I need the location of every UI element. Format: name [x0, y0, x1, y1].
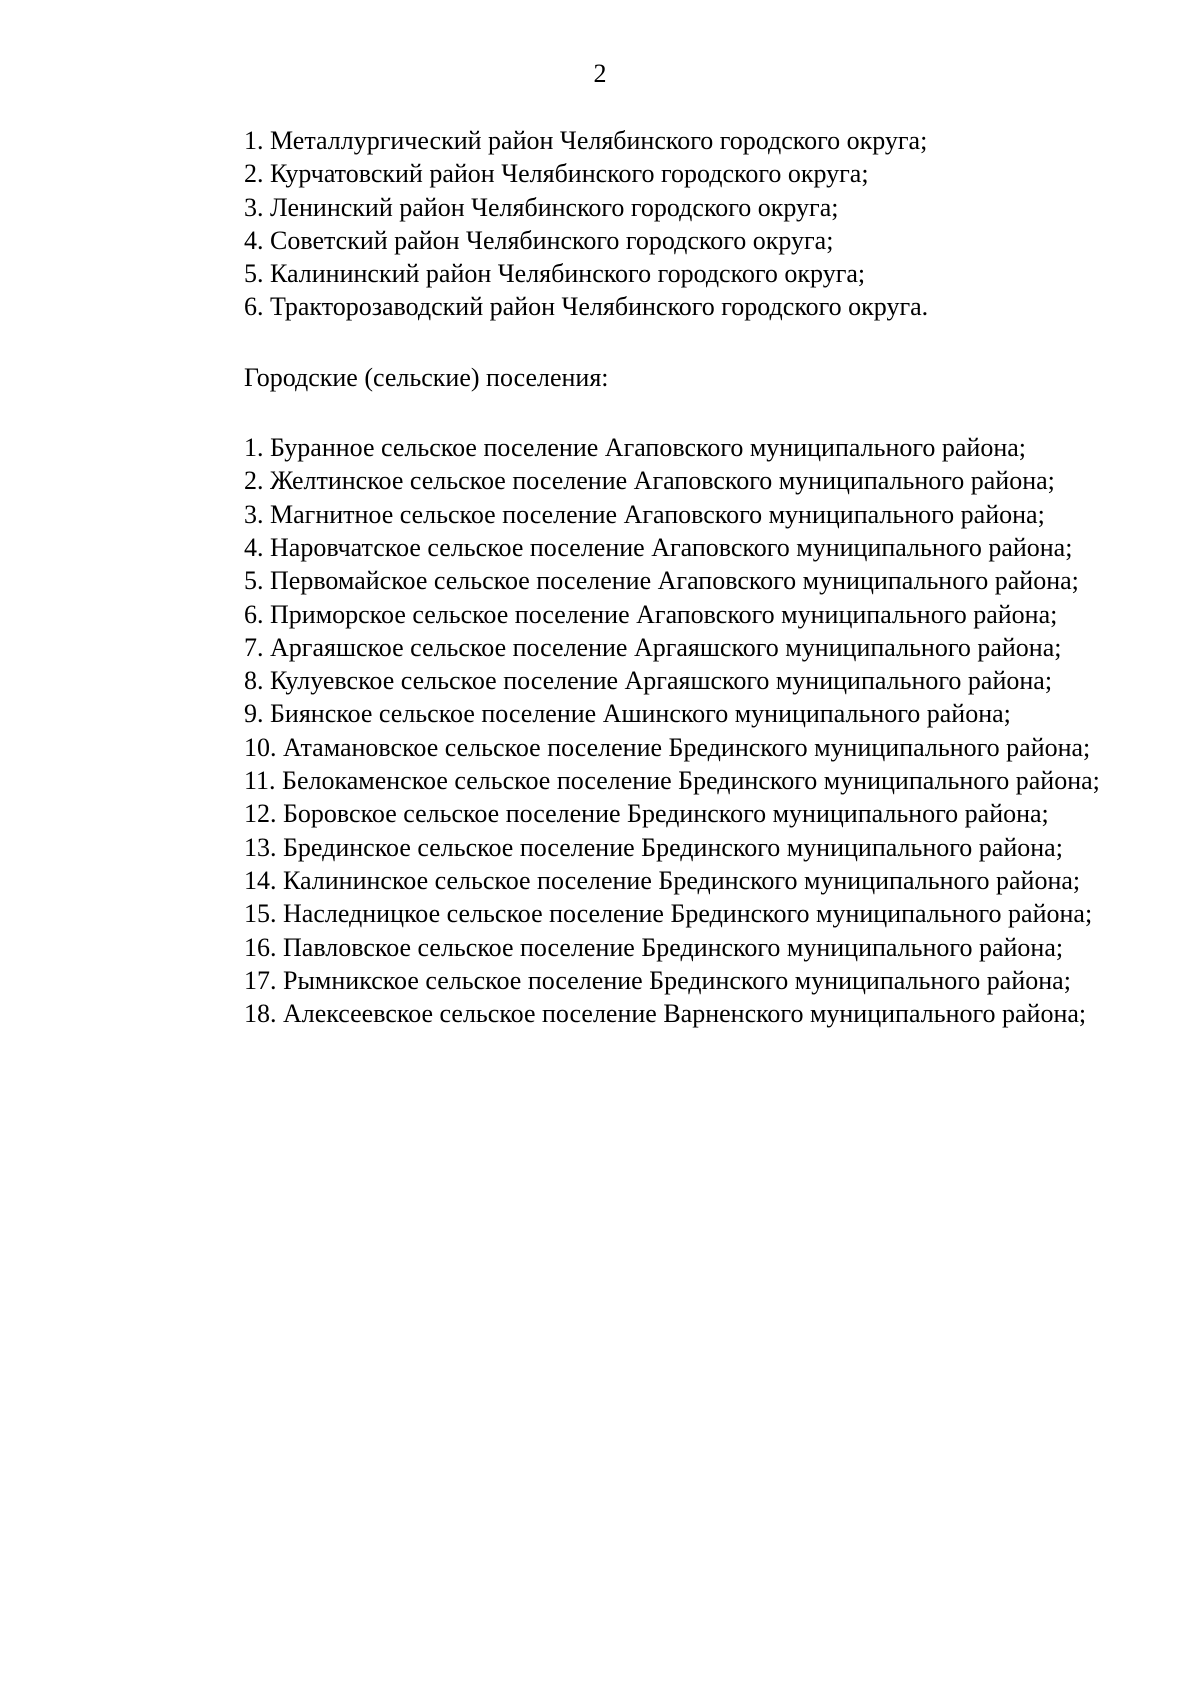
- settlement-item: 5. Первомайское сельское поселение Агаповского муниципального района;: [244, 566, 1079, 596]
- settlement-item: 16. Павловское сельское поселение Брединского муниципального района;: [244, 932, 1064, 962]
- district-item: 2. Курчатовский район Челябинского городского округа;: [244, 159, 869, 189]
- district-item: 5. Калининский район Челябинского городского округа;: [244, 259, 866, 289]
- settlement-item: 3. Магнитное сельское поселение Агаповского муниципального района;: [244, 499, 1045, 529]
- settlement-item: 1. Буранное сельское поселение Агаповского муниципального района;: [244, 433, 1027, 463]
- settlement-item: 7. Аргаяшское сельское поселение Аргаяшского муниципального района;: [244, 632, 1062, 662]
- settlement-item: 11. Белокаменское сельское поселение Брединского муниципального района;: [244, 766, 1100, 796]
- settlement-item: 14. Калининское сельское поселение Брединского муниципального района;: [244, 865, 1081, 895]
- settlement-item: 6. Приморское сельское поселение Агаповского муниципального района;: [244, 599, 1058, 629]
- district-item: 1. Металлургический район Челябинского городского округа;: [244, 126, 928, 155]
- district-item: 3. Ленинский район Челябинского городского округа;: [244, 192, 839, 222]
- settlement-item: 10. Атамановское сельское поселение Брединского муниципального района;: [244, 732, 1091, 762]
- settlement-item: 9. Биянское сельское поселение Ашинского муниципального района;: [244, 699, 1011, 729]
- district-item: 6. Тракторозаводский район Челябинского городского округа.: [244, 292, 929, 322]
- settlement-item: 13. Брединское сельское поселение Брединского муниципального района;: [244, 832, 1063, 862]
- settlement-item: 8. Кулуевское сельское поселение Аргаяшского муниципального района;: [244, 666, 1053, 696]
- page-number: 2: [593, 59, 607, 88]
- settlement-item: 18. Алексеевское сельское поселение Варненского муниципального района;: [244, 999, 1087, 1029]
- settlement-item: 4. Наровчатское сельское поселение Агаповского муниципального района;: [244, 532, 1073, 562]
- settlement-item: 17. Рымникское сельское поселение Брединского муниципального района;: [244, 965, 1071, 995]
- district-item: 4. Советский район Челябинского городского округа;: [244, 225, 834, 255]
- document-body: [173, 124, 1118, 1030]
- settlement-item: 12. Боровское сельское поселение Брединского муниципального района;: [244, 799, 1049, 829]
- settlements-heading: Городские (сельские) поселения:: [244, 362, 609, 392]
- settlement-item: 2. Желтинское сельское поселение Агаповского муниципального района;: [244, 466, 1055, 496]
- settlement-item: 15. Наследницкое сельское поселение Брединского муниципального района;: [244, 899, 1093, 929]
- districts-list: [173, 124, 1118, 324]
- settlements-list: [173, 431, 1118, 1030]
